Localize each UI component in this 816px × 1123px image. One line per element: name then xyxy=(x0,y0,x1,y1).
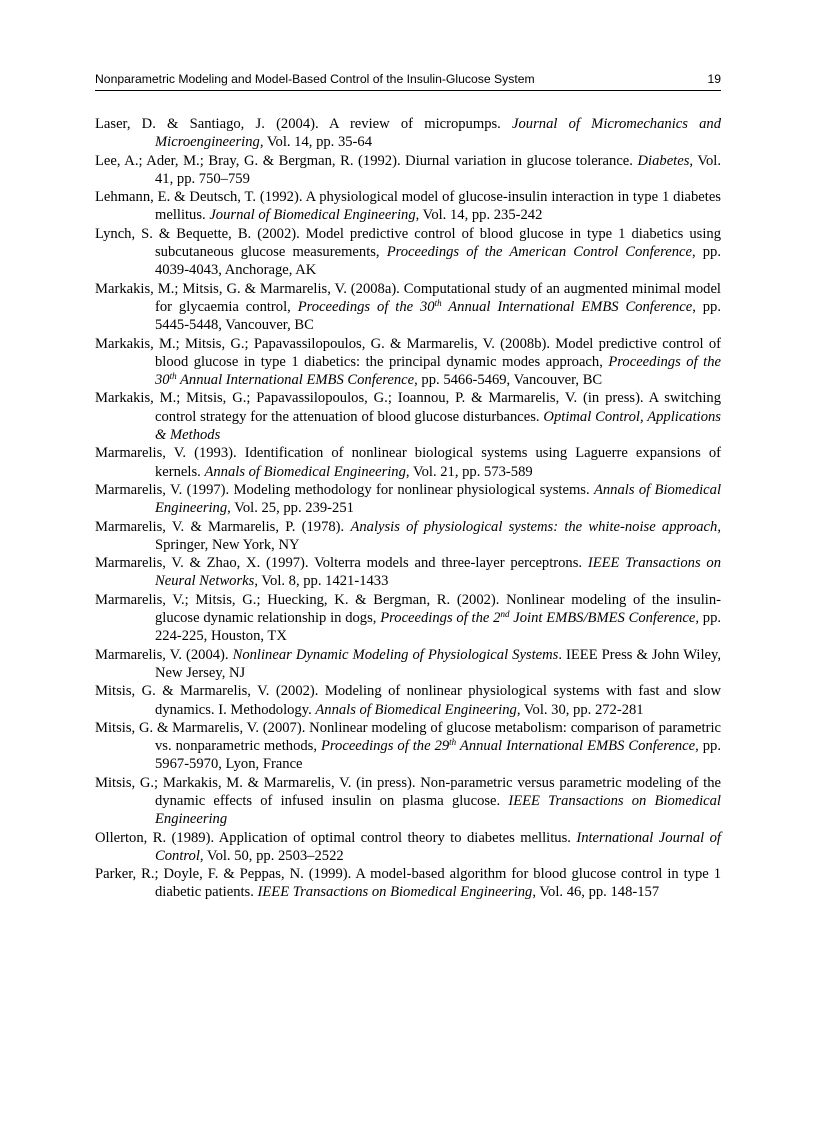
reference-text: Markakis, M.; Mitsis, G.; Papavassilopoulos, G.; Ioannou, P. & Marmarelis, V. (in press). A switching control strategy for the attenuation of blood glucose disturbances. xyxy=(95,390,721,425)
reference-journal: Journal of Biomedical Engineering xyxy=(209,207,416,224)
ordinal-superscript: nd xyxy=(500,609,510,620)
reference-text: Marmarelis, V. (2004). xyxy=(95,646,233,663)
reference-text: Ollerton, R. (1989). Application of optimal control theory to diabetes mellitus. xyxy=(95,829,577,846)
reference-entry xyxy=(95,719,721,774)
reference-details: , pp. 4039-4043, Anchorage, AK xyxy=(155,244,721,279)
ordinal-superscript: th xyxy=(449,737,457,748)
reference-journal: Annals of Biomedical Engineering xyxy=(155,481,721,517)
reference-journal: Proceedings of the American Control Conference xyxy=(386,244,692,261)
reference-list xyxy=(95,115,721,902)
reference-entry xyxy=(95,591,721,646)
reference-journal: Journal of Micromechanics and Microengineering, xyxy=(155,116,721,151)
reference-entry xyxy=(95,335,721,390)
reference-text: Mitsis, G.; Markakis, M. & Marmarelis, V. (in press). Non-parametric versus parametric modeling of the dynamic effects of infused insulin on plasma glucose. xyxy=(95,774,721,809)
reference-details: pp. 5967-5970, Lyon, France xyxy=(155,738,721,773)
reference-text: Mitsis, G. & Marmarelis, V. (2007). Nonlinear modeling of glucose metabolism: comparison of parametric vs. nonparametric methods, xyxy=(95,719,721,755)
reference-details: pp. 224-225, Houston, TX xyxy=(155,610,722,645)
reference-details: , Vol. 41, pp. 750–759 xyxy=(155,152,721,187)
reference-details: , pp. 5445-5448, Vancouver, BC xyxy=(155,298,721,334)
reference-entry xyxy=(95,554,721,591)
reference-entry xyxy=(95,481,721,518)
reference-journal: IEEE Transactions on Biomedical Engineering xyxy=(155,792,721,828)
reference-text: Lynch, S. & Bequette, B. (2002). Model predictive control of blood glucose in type 1 diabetics using subcutaneous glucose measurements, xyxy=(95,225,721,261)
reference-journal: Nonlinear Dynamic Modeling of Physiological Systems xyxy=(232,646,559,663)
reference-text: Markakis, M.; Mitsis, G. & Marmarelis, V. (2008a). Computational study of an augmented minimal model for glycaemia control, xyxy=(95,280,721,315)
reference-text: Laser, D. & Santiago, J. (2004). A review of micropumps. xyxy=(95,116,513,132)
reference-journal: Proceedings of the 29 xyxy=(321,738,450,755)
reference-journal-continued: Joint EMBS/BMES Conference, xyxy=(509,610,699,627)
running-title: Nonparametric Modeling and Model-Based Control of the Insulin-Glucose System xyxy=(95,72,535,86)
reference-journal: Annals of Biomedical Engineering xyxy=(204,463,406,480)
reference-journal: Proceedings of the 2 xyxy=(380,610,501,627)
reference-details: Vol. 14, pp. 35-64 xyxy=(263,134,373,151)
reference-details: , Vol. 30, pp. 272-281 xyxy=(516,701,644,718)
reference-entry xyxy=(95,646,721,683)
reference-entry xyxy=(95,774,721,829)
reference-entry xyxy=(95,389,721,444)
reference-details: , pp. 5466-5469, Vancouver, BC xyxy=(414,372,603,389)
reference-entry xyxy=(95,280,721,335)
ordinal-superscript: th xyxy=(434,297,442,308)
reference-text: Markakis, M.; Mitsis, G.; Papavassilopoulos, G. & Marmarelis, V. (2008b). Model predictive control of blood glucose in type 1 diabetics: the principal dynamic modes approach, xyxy=(95,335,721,370)
reference-text: Lee, A.; Ader, M.; Bray, G. & Bergman, R. (1992). Diurnal variation in glucose tolerance. xyxy=(95,152,638,169)
reference-journal-continued: Annual International EMBS Conference xyxy=(176,372,415,389)
reference-entry xyxy=(95,152,721,189)
reference-details: , Vol. 50, pp. 2503–2522 xyxy=(199,847,344,864)
reference-text: Marmarelis, V.; Mitsis, G.; Huecking, K. & Bergman, R. (2002). Nonlinear modeling of the insulin-glucose dynamic relationship in dogs, xyxy=(95,591,721,627)
reference-entry xyxy=(95,865,721,902)
reference-text: Marmarelis, V. & Zhao, X. (1997). Volterra models and three-layer perceptrons. xyxy=(95,555,588,572)
reference-details: , Vol. 25, pp. 239-251 xyxy=(227,500,354,517)
reference-journal: Optimal Control, Applications & Methods xyxy=(155,408,721,444)
reference-details: , Vol. 8, pp. 1421-1433 xyxy=(254,573,389,590)
reference-entry xyxy=(95,518,721,555)
reference-journal: International Journal of Control xyxy=(155,829,721,864)
reference-details: , Springer, New York, NY xyxy=(155,518,721,553)
reference-entry xyxy=(95,188,721,225)
reference-journal: Proceedings of the 30 xyxy=(155,353,721,389)
reference-journal: IEEE Transactions on Neural Networks xyxy=(155,555,721,590)
reference-journal: IEEE Transactions on Biomedical Engineering xyxy=(257,884,533,901)
reference-entry xyxy=(95,225,721,280)
reference-journal: Analysis of physiological systems: the white-noise approach xyxy=(350,518,718,535)
reference-entry xyxy=(95,115,721,152)
running-header xyxy=(95,70,721,91)
reference-text: Mitsis, G. & Marmarelis, V. (2002). Modeling of nonlinear physiological systems with fast and slow dynamics. I. Methodology. xyxy=(95,683,721,718)
reference-journal-continued: Annual International EMBS Conference xyxy=(441,298,693,315)
ordinal-superscript: th xyxy=(169,371,177,382)
reference-journal: Proceedings of the 30 xyxy=(297,298,435,315)
reference-text: Marmarelis, V. (1993). Identification of nonlinear biological systems using Laguerre expansions of kernels. xyxy=(95,445,721,480)
reference-journal: Diabetes xyxy=(637,152,690,169)
reference-details: . IEEE Press & John Wiley, New Jersey, NJ xyxy=(155,646,721,681)
reference-details: , Vol. 14, pp. 235-242 xyxy=(415,207,543,224)
reference-details: , Vol. 21, pp. 573-589 xyxy=(405,463,533,480)
reference-text: Lehmann, E. & Deutsch, T. (1992). A physiological model of glucose-insulin interaction in type 1 diabetes mellitus. xyxy=(95,189,721,224)
reference-text: Parker, R.; Doyle, F. & Peppas, N. (1999). A model-based algorithm for blood glucose control in type 1 diabetic patients. xyxy=(95,866,721,901)
reference-text: Marmarelis, V. (1997). Modeling methodology for nonlinear physiological systems. xyxy=(95,481,594,498)
reference-details: , Vol. 46, pp. 148-157 xyxy=(532,884,660,901)
page-number: 19 xyxy=(707,72,721,86)
reference-entry xyxy=(95,682,721,719)
reference-text: Marmarelis, V. & Marmarelis, P. (1978). xyxy=(95,518,351,535)
reference-journal: Annals of Biomedical Engineering xyxy=(315,701,517,718)
reference-entry xyxy=(95,829,721,866)
reference-journal-continued: Annual International EMBS Conference, xyxy=(456,738,699,755)
reference-entry xyxy=(95,444,721,481)
